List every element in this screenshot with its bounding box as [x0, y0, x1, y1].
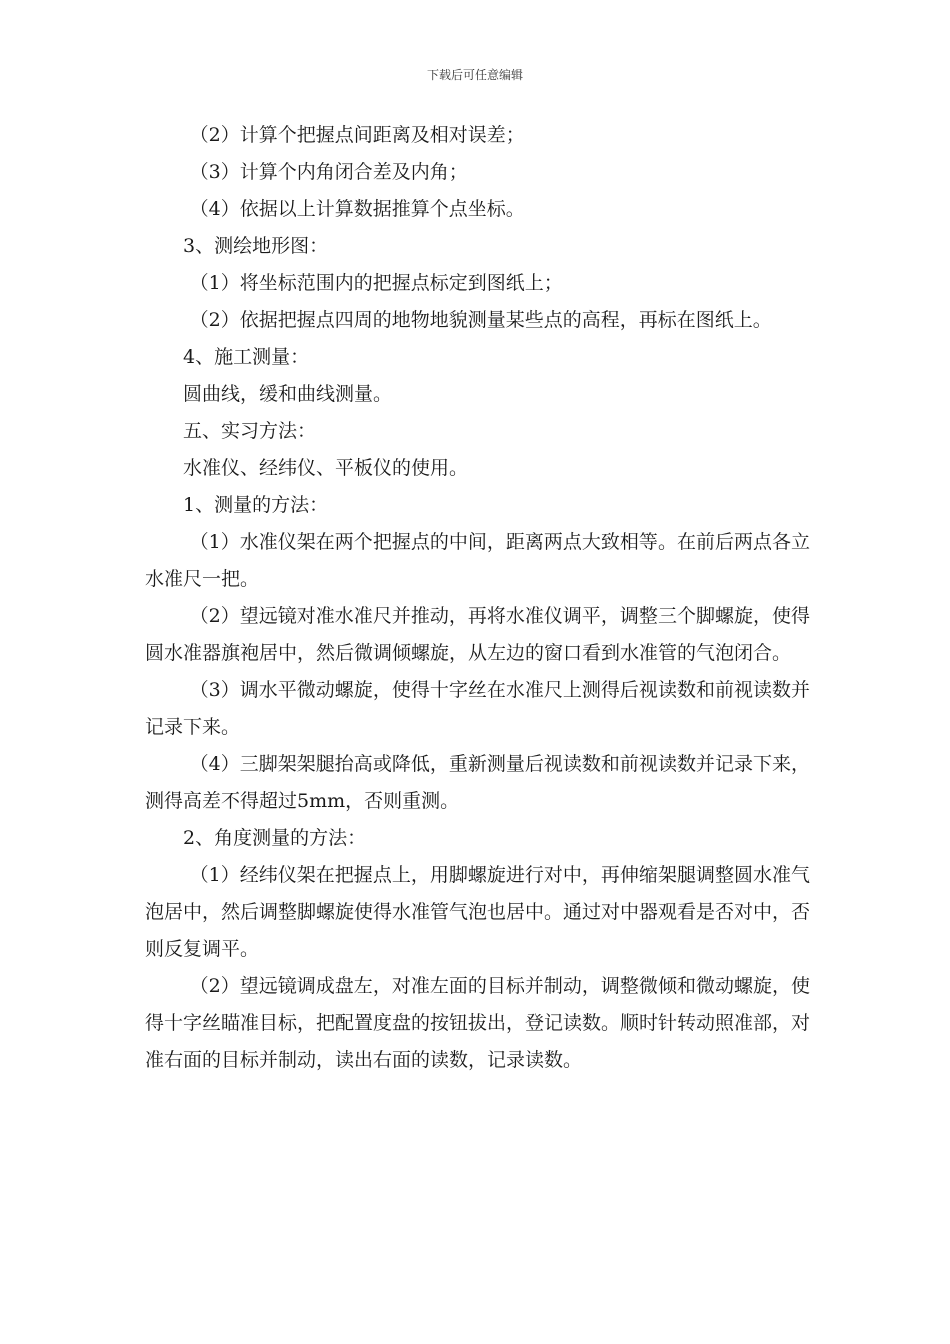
- section-heading: 3、测绘地形图：: [183, 235, 329, 257]
- paragraph: （3）计算个内角闭合差及内角；: [189, 161, 468, 183]
- paragraph: （3）调水平微动螺旋，使得十字丝在水准尺上测得后视读数和前视读数并记录下来。: [145, 679, 810, 738]
- paragraph: （4）依据以上计算数据推算个点坐标。: [189, 198, 525, 220]
- section-heading: 4、施工测量：: [183, 346, 310, 368]
- paragraph: （2）计算个把握点间距离及相对误差；: [189, 124, 525, 146]
- document-body: [145, 117, 810, 1079]
- paragraph: （2）望远镜对准水准尺并推动，再将水准仪调平，调整三个脚螺旋，使得圆水准器旗袍居中，然后微调倾螺旋，从左边的窗口看到水准管的气泡闭合。: [145, 605, 810, 664]
- paragraph: （1）水准仪架在两个把握点的中间，距离两点大致相等。在前后两点各立水准尺一把。: [145, 531, 810, 590]
- paragraph: （2）依据把握点四周的地物地貌测量某些点的高程，再标在图纸上。: [189, 309, 772, 331]
- paragraph: 水准仪、经纬仪、平板仪的使用。: [183, 457, 469, 479]
- paragraph: （2）望远镜调成盘左，对准左面的目标并制动，调整微倾和微动螺旋，使得十字丝瞄准目标，把配置度盘的按钮拔出，登记读数。顺时针转动照准部，对准右面的目标并制动，读出右面的读数，记录读数。: [145, 975, 811, 1071]
- section-heading: 1、测量的方法：: [183, 494, 329, 516]
- paragraph: （1）将坐标范围内的把握点标定到图纸上；: [189, 272, 563, 294]
- page-header: 下载后可任意编辑: [426, 68, 523, 82]
- paragraph: （1）经纬仪架在把握点上，用脚螺旋进行对中，再伸缩架腿调整圆水准气泡居中，然后调整脚螺旋使得水准管气泡也居中。通过对中器观看是否对中，否则反复调平。: [145, 864, 811, 960]
- section-heading: 2、角度测量的方法：: [183, 827, 367, 849]
- section-heading: 五、实习方法：: [183, 420, 317, 442]
- paragraph: 圆曲线，缓和曲线测量。: [183, 383, 393, 405]
- paragraph: （4）三脚架架腿抬高或降低，重新测量后视读数和前视读数并记录下来，测得高差不得超过5mm，否则重测。: [145, 753, 810, 812]
